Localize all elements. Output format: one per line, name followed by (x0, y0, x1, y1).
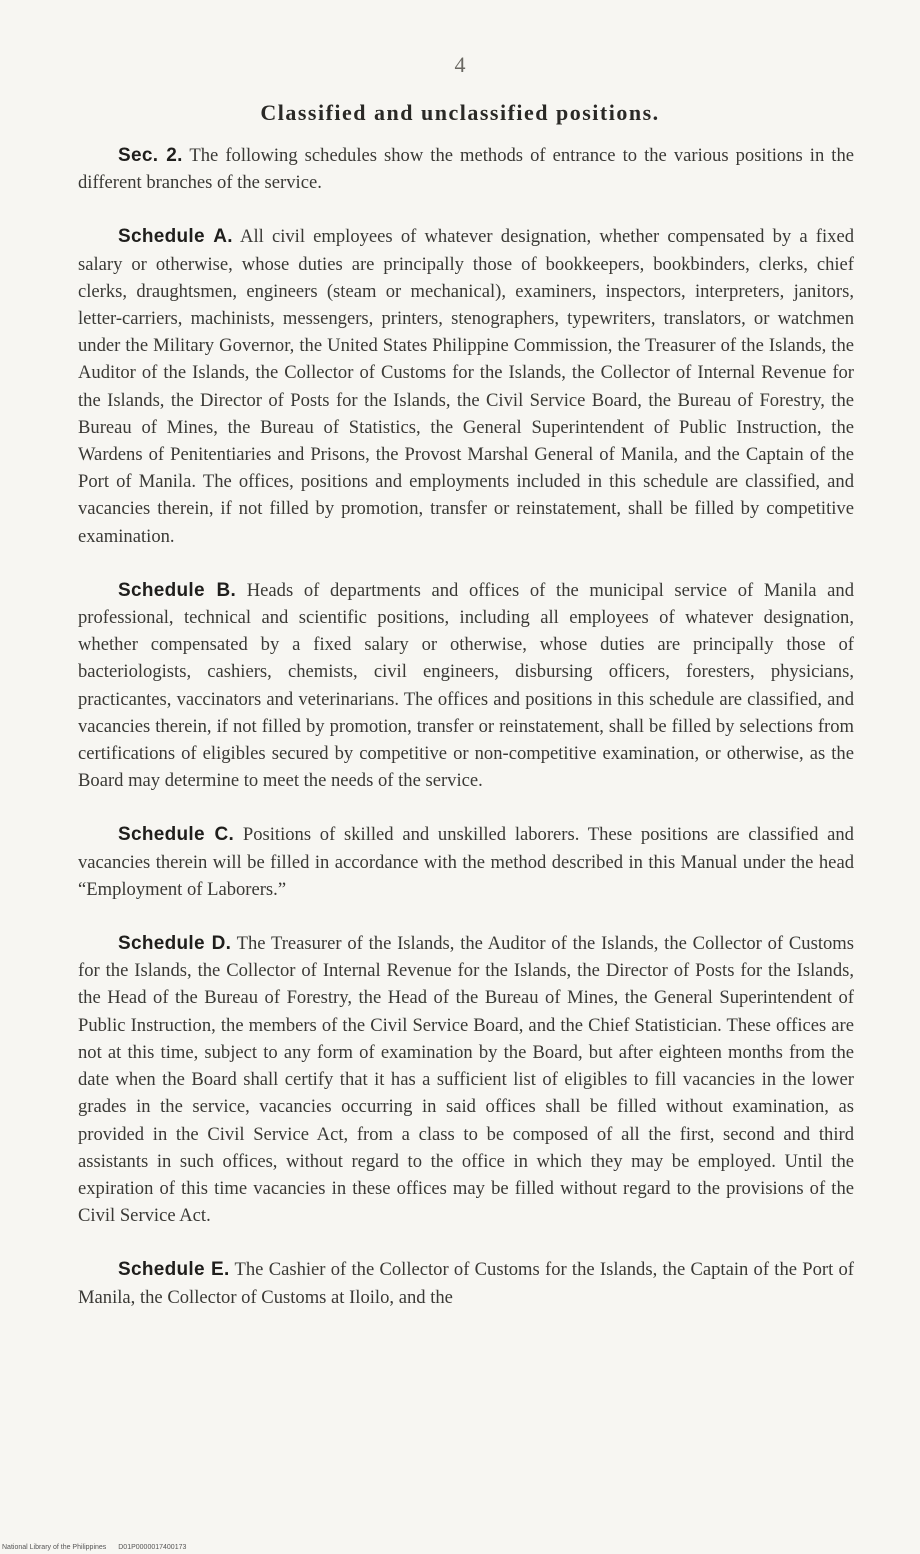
paragraph-schedule-d (78, 930, 854, 1229)
page-number: 4 (454, 52, 466, 77)
paragraph-schedule-e (78, 1256, 854, 1310)
paragraph-lead: Schedule E. (118, 1259, 230, 1281)
paragraph-lead: Sec. 2. (118, 145, 183, 166)
paragraph-lead: Schedule D. (118, 933, 232, 955)
paragraph-lead: Schedule A. (118, 226, 233, 248)
paragraph-schedule-c (78, 821, 854, 903)
paragraph-text: Positions of skilled and unskilled laborers. These positions are classified and vacancies therein will be filled in accordance with the method described in this Manual under the head “Employment of Laborers.” (78, 824, 854, 900)
paragraph-text: All civil employees of whatever designation, whether compensated by a fixed salary or otherwise, whose duties are principally those of bookkeepers, bookbinders, clerks, chief clerks, draughtsmen, engineers (steam or mechanical), examiners, inspectors, interpreters, janitors, letter-carriers, machinists, messengers, printers, stenographers, typewriters, translators, or watchmen under the Military Governor, the United States Philippine Commission, the Treasurer of the Islands, the Auditor of the Islands, the Collector of Customs for the Islands, the Collector of Internal Revenue for the Islands, the Director of Posts for the Islands, the Civil Service Board, the Bureau of Forestry, the Bureau of Mines, the Bureau of Statistics, the General Superintendent of Public Instruction, the Wardens of Penitentiaries and Prisons, the Provost Marshal General of Manila, and the Captain of the Port of Manila. The offices, positions and employments included in this schedule are classified, and vacancies therein, if not filled by promotion, transfer or reinstatement, shall be filled by competitive examination. (78, 226, 854, 547)
paragraph-text: The Treasurer of the Islands, the Auditor of the Islands, the Collector of Customs for the Islands, the Collector of Internal Revenue for the Islands, the Director of Posts for the Islands, the Head of the Bureau of Forestry, the Head of the Bureau of Mines, the General Superintendent of Public Instruction, the members of the Civil Service Board, and the Chief Statistician. These offices are not at this time, subject to any form of examination by the Board, but after eighteen months from the date when the Board shall certify that it has a sufficient list of eligibles to fill vacancies in the lower grades in the service, vacancies occurring in said offices shall be filled without examination, as provided in the Civil Service Act, from a class to be composed of all the first, second and third assistants in such offices, without regard to the office in which they may be employed. Until the expiration of this time vacancies in these offices may be filled without regard to the provisions of the Civil Service Act. (78, 933, 854, 1227)
scan-footer (2, 1544, 196, 1551)
footer-code: D01P0000017400173 (118, 1544, 187, 1551)
paragraph-text: The following schedules show the methods of entrance to the various positions in the different branches of the service. (78, 145, 855, 194)
footer-library: National Library of the Philippines (2, 1544, 107, 1551)
paragraph-sec-2 (78, 142, 854, 196)
paragraph-schedule-a (78, 223, 854, 549)
section-heading: Classified and unclassified positions. (260, 100, 660, 125)
paragraph-lead: Schedule B. (118, 579, 237, 601)
body-text (78, 142, 854, 1338)
paragraph-text: The Cashier of the Collector of Customs for the Islands, the Captain of the Port of Manila, the Collector of Customs at Iloilo, and the (78, 1259, 854, 1308)
paragraph-schedule-b (78, 577, 854, 795)
paragraph-text: Heads of departments and offices of the municipal service of Manila and professional, technical and scientific positions, including all employees of whatever designation, whether compensated by a fixed salary or otherwise, whose duties are principally those of bacteriologists, cashiers, chemists, civil engineers, disbursing officers, foresters, physicians, practicantes, vaccinators and veterinarians. The offices and positions in this schedule are classified, and vacancies therein, if not filled by promotion, transfer or reinstatement, shall be filled by selections from certifications of eligibles secured by competitive or non-competitive examination, or otherwise, as the Board may determine to meet the needs of the service. (78, 579, 854, 792)
paragraph-lead: Schedule C. (118, 824, 235, 846)
